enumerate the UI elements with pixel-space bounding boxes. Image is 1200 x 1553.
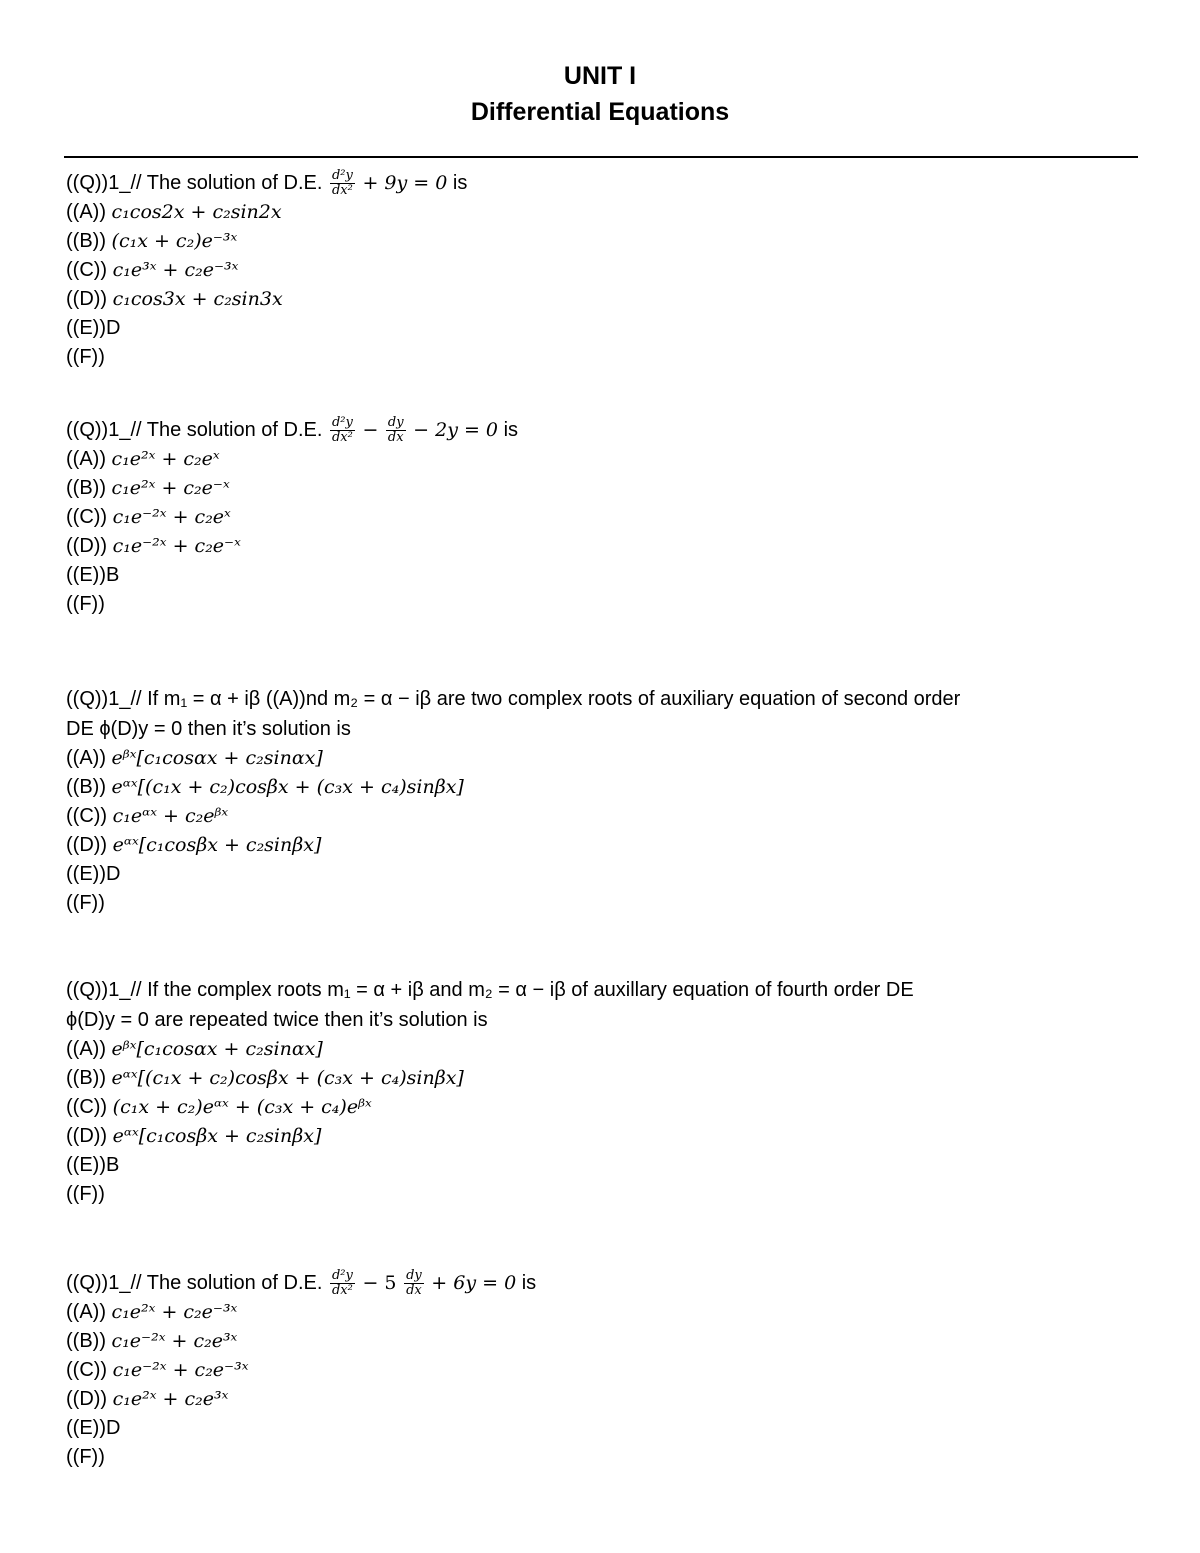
question-tag: ((Q))1_//: [66, 172, 142, 194]
question-stem: [66, 168, 1144, 198]
subject-title: Differential Equations: [470, 98, 730, 126]
question-text: If m₁ = α + iβ ((A))nd m₂ = α − iβ are two complex roots of auxiliary equation of second order: [147, 688, 961, 710]
equation-tail: − 2y = 0: [413, 419, 499, 441]
f-line: ((F)): [66, 593, 105, 615]
fraction-d2y-dx2: $\frac{\text{d²y}}{\text{dx²}}$: [331, 415, 353, 446]
answer-value: B: [105, 564, 120, 586]
answer-value: D: [105, 317, 121, 339]
answer-line: ((E))D: [66, 863, 121, 885]
option-a: ((A)) eᵝˣ[c₁cosαx + c₂sinαx]: [66, 747, 323, 769]
question-stem-line-1: [66, 975, 1144, 1005]
option-a: ((A)) eᵝˣ[c₁cosαx + c₂sinαx]: [66, 1038, 323, 1060]
question-text: If the complex roots m₁ = α + iβ and m₂ = α − iβ of auxillary equation of fourth order DE: [147, 979, 914, 1001]
answer-value: B: [105, 1154, 120, 1176]
question-2: [66, 415, 1144, 619]
option-b: ((B)) eᵅˣ[(c₁x + c₂)cosβx + (c₃x + c₄)sinβx]: [66, 1067, 464, 1089]
option-d: ((D)) eᵅˣ[c₁cosβx + c₂sinβx]: [66, 834, 322, 856]
option-d: ((D)) c₁e²ˣ + c₂e³ˣ: [66, 1388, 229, 1410]
f-line: ((F)): [66, 1183, 105, 1205]
option-b: ((B)) eᵅˣ[(c₁x + c₂)cosβx + (c₃x + c₄)sinβx]: [66, 776, 464, 798]
f-line: ((F)): [66, 1446, 105, 1468]
question-4: [66, 975, 1144, 1209]
option-c: ((C)) (c₁x + c₂)eᵅˣ + (c₃x + c₄)eᵝˣ: [66, 1096, 372, 1118]
question-is: is: [452, 172, 468, 194]
header-divider: [64, 156, 1138, 158]
option-d: ((D)) c₁e⁻²ˣ + c₂e⁻ˣ: [66, 535, 241, 557]
option-a: ((A)) c₁e²ˣ + c₂eˣ: [66, 448, 220, 470]
option-d: ((D)) eᵅˣ[c₁cosβx + c₂sinβx]: [66, 1125, 322, 1147]
fraction-d2y-dx2: $\frac{\text{d²y}}{\text{dx²}}$: [331, 1268, 353, 1299]
question-text: The solution of D.E.: [146, 172, 323, 194]
answer-line: ((E))D: [66, 317, 121, 339]
f-line: ((F)): [66, 346, 105, 368]
question-stem: ((Q))1_// The solution of D.E. $\frac{\text{d²y}}{\text{dx²}}$ − $\frac{dy}{dx}$ − 2y = 0 is: [66, 415, 519, 446]
option-a: ((A)) c₁cos2x + c₂sin2x: [66, 201, 282, 223]
option-b: ((B)) c₁e²ˣ + c₂e⁻ˣ: [66, 477, 230, 499]
question-text: The solution of D.E.: [146, 419, 323, 441]
option-d: ((D)) c₁cos3x + c₂sin3x: [66, 288, 283, 310]
question-5: [66, 1268, 1144, 1472]
equation-tail: + 9y = 0: [362, 172, 448, 194]
question-text: The solution of D.E.: [146, 1272, 323, 1294]
answer-value: D: [105, 1417, 121, 1439]
option-c: ((C)) c₁eᵅˣ + c₂eᵝˣ: [66, 805, 229, 827]
question-stem: ((Q))1_// The solution of D.E. $\frac{\text{d²y}}{\text{dx²}}$ − 5 $\frac{dy}{dx}$ + 6y = 0 is: [66, 1268, 537, 1299]
option-a: ((A)) c₁e²ˣ + c₂e⁻³ˣ: [66, 1301, 238, 1323]
option-c: ((C)) c₁e⁻²ˣ + c₂eˣ: [66, 506, 231, 528]
question-tag: ((Q))1_//: [66, 419, 142, 441]
answer-line: ((E))B: [66, 564, 120, 586]
question-3: [66, 684, 1144, 918]
fraction-dy-dx: $\frac{dy}{dx}$: [387, 415, 404, 446]
unit-title: UNIT I: [563, 62, 637, 90]
fraction-dy-dx: $\frac{dy}{dx}$: [406, 1268, 422, 1299]
answer-line: ((E))B: [66, 1154, 120, 1176]
question-tag: ((Q))1_//: [66, 979, 142, 1001]
option-c: ((C)) c₁e⁻²ˣ + c₂e⁻³ˣ: [66, 1359, 249, 1381]
fraction-d2y-dx2: $\frac{\text{d²y}}{\text{dx²}}$: [331, 168, 353, 199]
question-stem-line-1: [66, 684, 1144, 714]
question-is: is: [521, 1272, 537, 1294]
question-stem-line-2: DE ϕ(D)y = 0 then it’s solution is: [66, 718, 351, 740]
answer-line: ((E))D: [66, 1417, 121, 1439]
option-b: ((B)) c₁e⁻²ˣ + c₂e³ˣ: [66, 1330, 238, 1352]
question-stem-line-2: ϕ(D)y = 0 are repeated twice then it’s solution is: [66, 1009, 488, 1031]
option-c: ((C)) c₁e³ˣ + c₂e⁻³ˣ: [66, 259, 239, 281]
question-tag: ((Q))1_//: [66, 688, 142, 710]
page-header: [0, 58, 1200, 130]
equation-tail: + 6y = 0: [431, 1272, 517, 1294]
question-is: is: [503, 419, 519, 441]
question-1: [66, 168, 1144, 372]
option-b: ((B)) (c₁x + c₂)e⁻³ˣ: [66, 230, 238, 252]
answer-value: D: [105, 863, 121, 885]
f-line: ((F)): [66, 892, 105, 914]
question-tag: ((Q))1_//: [66, 1272, 142, 1294]
